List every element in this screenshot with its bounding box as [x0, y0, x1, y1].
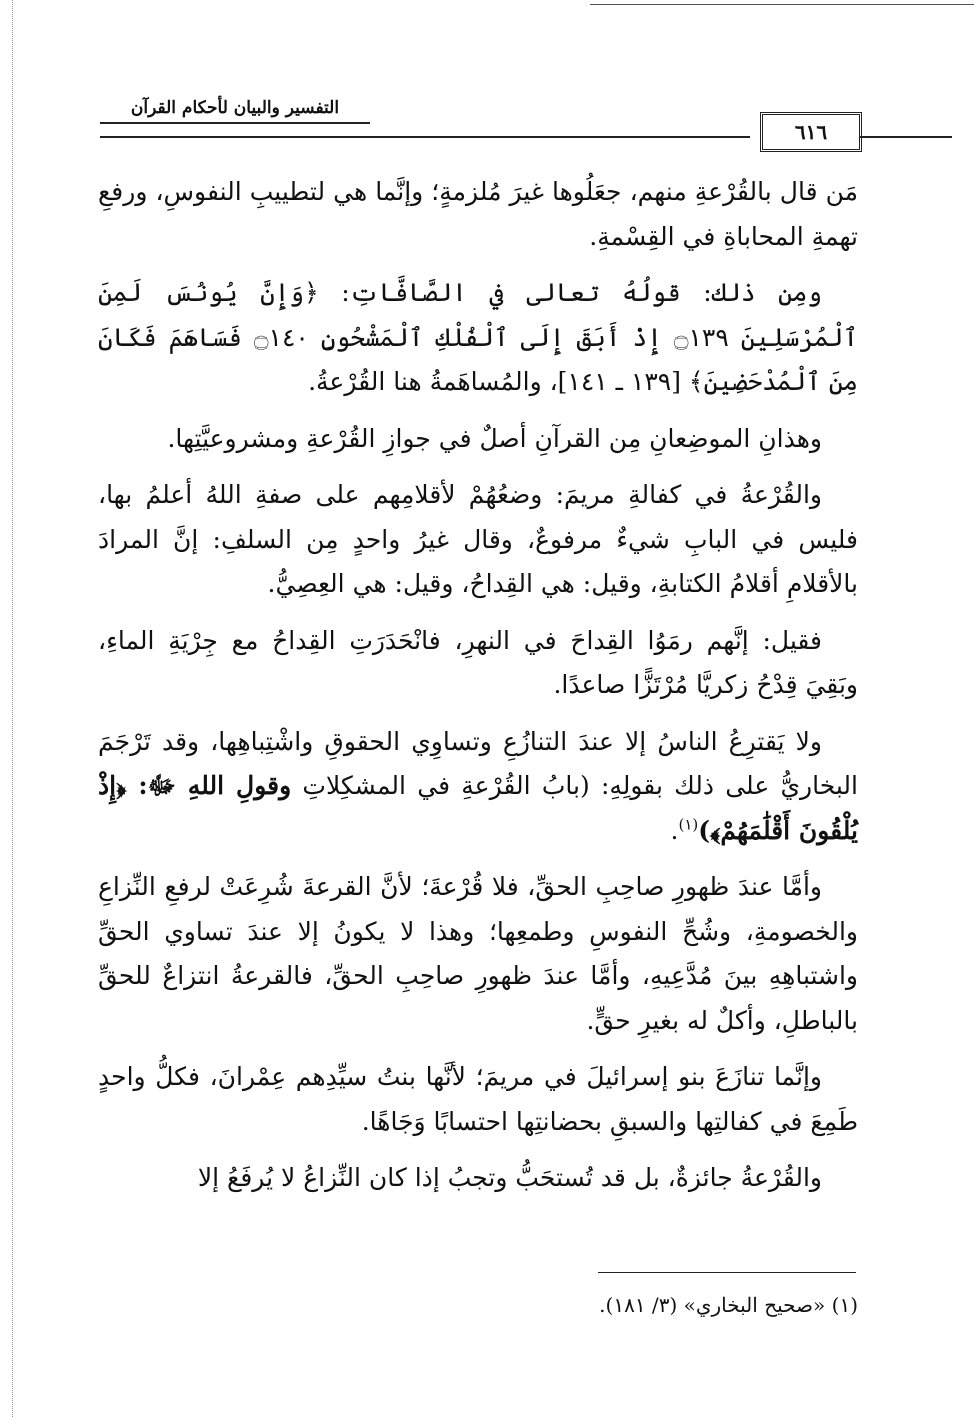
quote-lead: وقولِ اللهِ ﷻ: — [126, 771, 292, 800]
main-text — [98, 170, 858, 1213]
paragraph-text: ولا يَقترِعُ الناسُ إلا عندَ التنازُعِ وتساوِي الحقوقِ واشْتِباهِها، وقد تَرْجَمَ البخاريُّ على ذلك بقولِهِ: (بابُ القُرْعةِ في المشكِلاتِ — [98, 726, 858, 800]
footnote: (١) «صحيح البخاري» (٣/ ١٨١). — [599, 1293, 858, 1317]
paragraph: وإنَّما تنازَعَ بنو إسرائيلَ في مريمَ؛ لأنَّها بنتُ سيِّدِهم عِمْرانَ، فكلُّ واحدٍ طَمِعَ في كفالتِها والسبقِ بحضانتِها احتسابًا وَجَاهًا. — [98, 1062, 858, 1136]
paragraph: فقيل: إنَّهم رمَوُا القِداحَ في النهرِ، فانْحَدَرَتِ القِداحُ مع جِرْيَةِ الماءِ، وبَقِيَ قِدْحُ زكريَّا مُرْتَزًّا صاعدًا. — [98, 625, 858, 699]
paragraph: مَن قال بالقُرْعةِ منهم، جعَلُوها غيرَ مُلزمةٍ؛ وإنَّما هي لتطييبِ النفوسِ، ورفعِ تهمةِ المحاباةِ في القِسْمةِ. — [98, 177, 858, 251]
book-title: التفسير والبيان لأحكام القرآن — [100, 98, 370, 124]
page-number: ٦١٦ — [760, 112, 862, 152]
footnote-marker[interactable]: (١) — [678, 815, 699, 834]
paragraph-tail: . — [670, 815, 679, 845]
top-rule — [590, 4, 974, 5]
paragraph: والقُرْعةُ جائزةٌ، بل قد تُستحَبُّ وتجبُ إذا كان النِّزاعُ لا يُرفَعُ إلا — [197, 1163, 822, 1192]
paragraph: ومِن ذلك: قولُهُ تعالى في الصَّافَّاتِ: ﴿وَإِنَّ يُونُسَ لَمِنَ ٱلْمُرْسَلِينَ ۝١٣٩ إِذْ أَبَقَ إِلَى ٱلْفُلْكِ ٱلْمَشْحُونِ ۝١٤٠ فَسَاهَمَ فَكَانَ مِنَ ٱلْمُدْحَضِينَ﴾ [١٣٩ ـ ١٤١]، والمُساهَمةُ هنا القُرْعةُ. — [98, 278, 858, 396]
header-rule-left — [100, 136, 750, 138]
paragraph — [98, 720, 858, 854]
paragraph: وهذانِ الموضِعانِ مِن القرآنِ أصلٌ في جوازِ القُرْعةِ ومشروعيَّتِها. — [167, 423, 822, 453]
page-header — [100, 92, 860, 152]
paragraph: وأمَّا عندَ ظهورِ صاحِبِ الحقِّ، فلا قُرْعةَ؛ لأنَّ القرعةَ شُرِعَتْ لرفعِ النِّزاعِ والخصومةِ، وشُحِّ النفوسِ وطمعِها؛ وهذا لا يكونُ إلا عندَ تساوي الحقِّ واشتباهِهِ بينَ مُدَّعِيهِ، وأمَّا عندَ ظهورِ صاحِبِ الحقِّ، فالقرعةُ انتزاعٌ للحقِّ بالباطلِ، وأكلٌ له بغيرِ حقٍّ. — [98, 872, 858, 1035]
header-rule-right — [860, 136, 952, 138]
quran-quote: ﴿إِذْ يُلْقُونَ أَقْلَٰمَهُمْ﴾) — [98, 771, 858, 845]
scan-edge — [0, 0, 13, 1417]
paragraph: والقُرْعةُ في كفالةِ مريمَ: وضعُهُمْ لأقلامِهم على صفةِ اللهُ أعلمُ بها، فليس في البابِ شيءٌ مرفوعٌ، وقال غيرُ واحدٍ مِن السلفِ: إنَّ المرادَ بالأقلامِ أقلامُ الكتابةِ، وقيل: هي القِداحُ، وقيل: هي العِصِيُّ. — [98, 480, 858, 598]
footnote-separator — [598, 1272, 856, 1273]
